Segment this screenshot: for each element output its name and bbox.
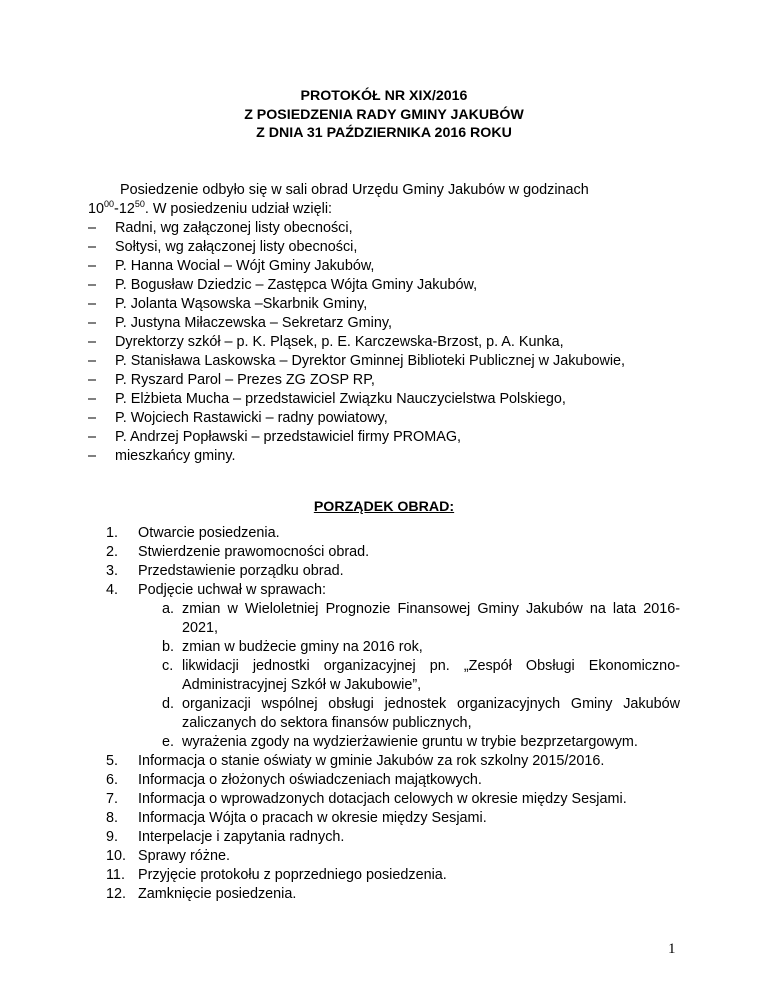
attendee-item: – P. Elżbieta Mucha – przedstawiciel Związku Nauczycielstwa Polskiego,	[88, 391, 566, 407]
dash-bullet: –	[88, 258, 97, 274]
time-end-hour: 12	[118, 201, 135, 217]
attendee-item: – P. Stanisława Laskowska – Dyrektor Gminnej Biblioteki Publicznej w Jakubowie,	[88, 353, 626, 369]
intro-paragraph	[88, 181, 688, 219]
agenda-item: 6. Informacja o złożonych oświadczeniach majątkowych.	[106, 772, 482, 788]
dash-bullet: –	[88, 334, 97, 350]
dash-bullet: –	[88, 448, 97, 464]
intro-line-1: Posiedzenie odbyło się w sali obrad Urzędu Gminy Jakubów w godzinach	[120, 182, 589, 198]
title-line-1: PROTOKÓŁ NR XIX/2016	[300, 88, 468, 104]
protocol-title	[0, 87, 768, 143]
agenda-item: 10. Sprawy różne.	[106, 848, 230, 864]
dash-bullet: –	[88, 429, 97, 445]
resolution-sublist	[106, 600, 680, 752]
agenda-item: 11. Przyjęcie protokołu z poprzedniego posiedzenia.	[106, 867, 447, 883]
attendee-item: – P. Hanna Wocial – Wójt Gminy Jakubów,	[88, 258, 375, 274]
agenda-item: 2. Stwierdzenie prawomocności obrad.	[106, 544, 370, 560]
attendee-item: – P. Wojciech Rastawicki – radny powiatowy,	[88, 410, 388, 426]
resolution-item: c. likwidacji jednostki organizacyjnej pn. „Zespół Obsługi Ekonomiczno-Administracyjnej Szkół w Jakubowie”,	[162, 658, 680, 693]
attendee-list	[88, 219, 708, 466]
agenda-item: 5. Informacja o stanie oświaty w gminie Jakubów za rok szkolny 2015/2016.	[106, 753, 605, 769]
attendee-item: – P. Jolanta Wąsowska –Skarbnik Gminy,	[88, 296, 368, 312]
attendee-item: – Radni, wg załączonej listy obecności,	[88, 220, 353, 236]
intro-line-2-rest: . W posiedzeniu udział wzięli:	[144, 201, 333, 217]
dash-bullet: –	[88, 296, 97, 312]
agenda-list	[106, 524, 680, 904]
agenda-item: 12. Zamknięcie posiedzenia.	[106, 886, 297, 902]
agenda-item: 1. Otwarcie posiedzenia.	[106, 525, 280, 541]
page-number: 1	[668, 941, 676, 957]
attendee-item: – Dyrektorzy szkół – p. K. Pląsek, p. E. Karczewska-Brzost, p. A. Kunka,	[88, 334, 564, 350]
dash-bullet: –	[88, 315, 97, 331]
dash-bullet: –	[88, 391, 97, 407]
resolution-item: e. wyrażenia zgody na wydzierżawienie gruntu w trybie bezprzetargowym.	[162, 734, 638, 750]
dash-bullet: –	[88, 410, 97, 426]
resolution-item: b. zmian w budżecie gminy na 2016 rok,	[162, 639, 423, 655]
resolution-item: a. zmian w Wieloletniej Prognozie Finansowej Gminy Jakubów na lata 2016-2021,	[162, 601, 680, 636]
title-line-3: Z DNIA 31 PAŹDZIERNIKA 2016 ROKU	[256, 125, 512, 141]
dash-bullet: –	[88, 220, 97, 236]
dash-bullet: –	[88, 239, 97, 255]
intro-line-2	[88, 200, 688, 219]
agenda-item: 3. Przedstawienie porządku obrad.	[106, 563, 344, 579]
dash-bullet: –	[88, 277, 97, 293]
agenda-heading: PORZĄDEK OBRAD:	[313, 499, 455, 515]
time-start-min: 00	[104, 199, 115, 209]
agenda-item: 4. Podjęcie uchwał w sprawach: a. zmian w Wieloletniej Prognozie Finansowej Gminy Jakubów na lata 2016-2021, b. zmian w budżecie gminy na 2016 rok, c. likwidacji jednostki organizacyjnej pn. „Zespół Obsługi Ekonomiczno-Administracyjnej Szkół w Jakubowie”, d. organizacji wspólnej obsługi jednostek organizacyjnych Gminy Jakubów zaliczanych do sektora finansów publicznych, e. wyrażenia zgody na wydzierżawienie gruntu w trybie bezprzetargowym.	[106, 582, 680, 750]
time-sep: -	[114, 201, 119, 217]
attendee-item: – Sołtysi, wg załączonej listy obecności,	[88, 239, 358, 255]
dash-bullet: –	[88, 353, 97, 369]
dash-bullet: –	[88, 372, 97, 388]
attendee-item: – P. Justyna Miłaczewska – Sekretarz Gminy,	[88, 315, 392, 331]
attendee-item: – P. Bogusław Dziedzic – Zastępca Wójta Gminy Jakubów,	[88, 277, 478, 293]
title-line-2: Z POSIEDZENIA RADY GMINY JAKUBÓW	[244, 106, 524, 123]
agenda-item: 7. Informacja o wprowadzonych dotacjach celowych w okresie między Sesjami.	[106, 791, 627, 807]
resolution-item: d. organizacji wspólnej obsługi jednostek organizacyjnych Gminy Jakubów zaliczanych do sektora finansów publicznych,	[162, 696, 680, 731]
attendee-item: – mieszkańcy gminy.	[88, 448, 236, 464]
agenda-item: 8. Informacja Wójta o pracach w okresie między Sesjami.	[106, 810, 487, 826]
time-end-min: 50	[134, 199, 145, 209]
attendee-item: – P. Andrzej Popławski – przedstawiciel firmy PROMAG,	[88, 429, 462, 445]
attendee-item: – P. Ryszard Parol – Prezes ZG ZOSP RP,	[88, 372, 375, 388]
time-start-hour: 10	[88, 201, 105, 217]
agenda-item: 9. Interpelacje i zapytania radnych.	[106, 829, 345, 845]
